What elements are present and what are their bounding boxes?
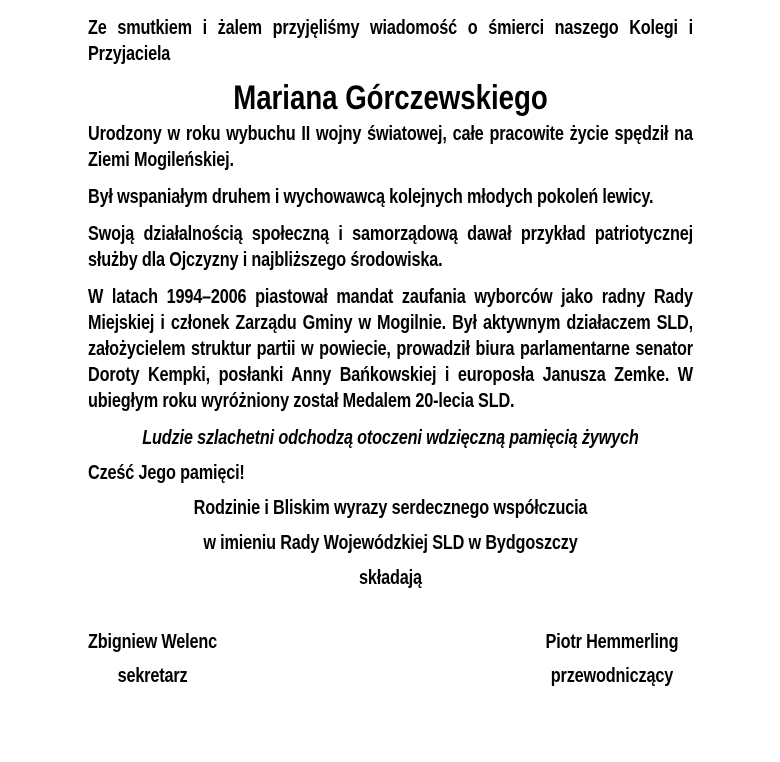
body-paragraph-4: W latach 1994–2006 piastował mandat zaufania wyborców jako radny Rady Miejskiej i członek Zarządu Gminy w Mogilnie. Był aktywnym działaczem SLD, założycielem struktur partii w powiecie, prowadził biura parlamentarne senator Doroty Kempki, posłanki Anny Bańkowskiej i europosła Janusza Zemke. W ubiegłym roku wyróżniony został Medalem 20-lecia SLD. [88, 286, 693, 412]
epitaph-line: Ludzie szlachetni odchodzą otoczeni wdzięczną pamięcią żywych [142, 427, 639, 449]
tribute-line: Cześć Jego pamięci! [88, 462, 245, 484]
deceased-name-heading: Mariana Górczewskiego [233, 79, 548, 117]
condolence-line-3: składają [359, 567, 422, 589]
signature-block-secretary [88, 629, 217, 689]
notice-sheet [88, 0, 693, 689]
signature-block-chairman [546, 629, 679, 689]
signature-name-chairman: Piotr Hemmerling [545, 631, 679, 653]
signature-role-secretary: sekretarz [117, 665, 188, 687]
body-paragraph-3: Swoją działalnością społeczną i samorządową dawał przykład patriotycznej służby dla Ojczyzny i najbliższego środowiska. [88, 223, 693, 271]
signatures-row [88, 629, 693, 689]
body-paragraph-1: Urodzony w roku wybuchu II wojny światowej, całe pracowite życie spędził na Ziemi Mogileńskiej. [88, 123, 693, 171]
body-paragraph-2: Był wspaniałym druhem i wychowawcą kolejnych młodych pokoleń lewicy. [88, 186, 654, 208]
signature-name-secretary: Zbigniew Welenc [88, 631, 218, 653]
condolence-line-1: Rodzinie i Bliskim wyrazy serdecznego współczucia [193, 497, 588, 519]
intro-paragraph: Ze smutkiem i żalem przyjęliśmy wiadomość o śmierci naszego Kolegi i Przyjaciela [88, 17, 693, 65]
signature-role-chairman: przewodniczący [550, 665, 674, 687]
condolence-line-2: w imieniu Rady Wojewódzkiej SLD w Bydgoszczy [203, 532, 578, 554]
